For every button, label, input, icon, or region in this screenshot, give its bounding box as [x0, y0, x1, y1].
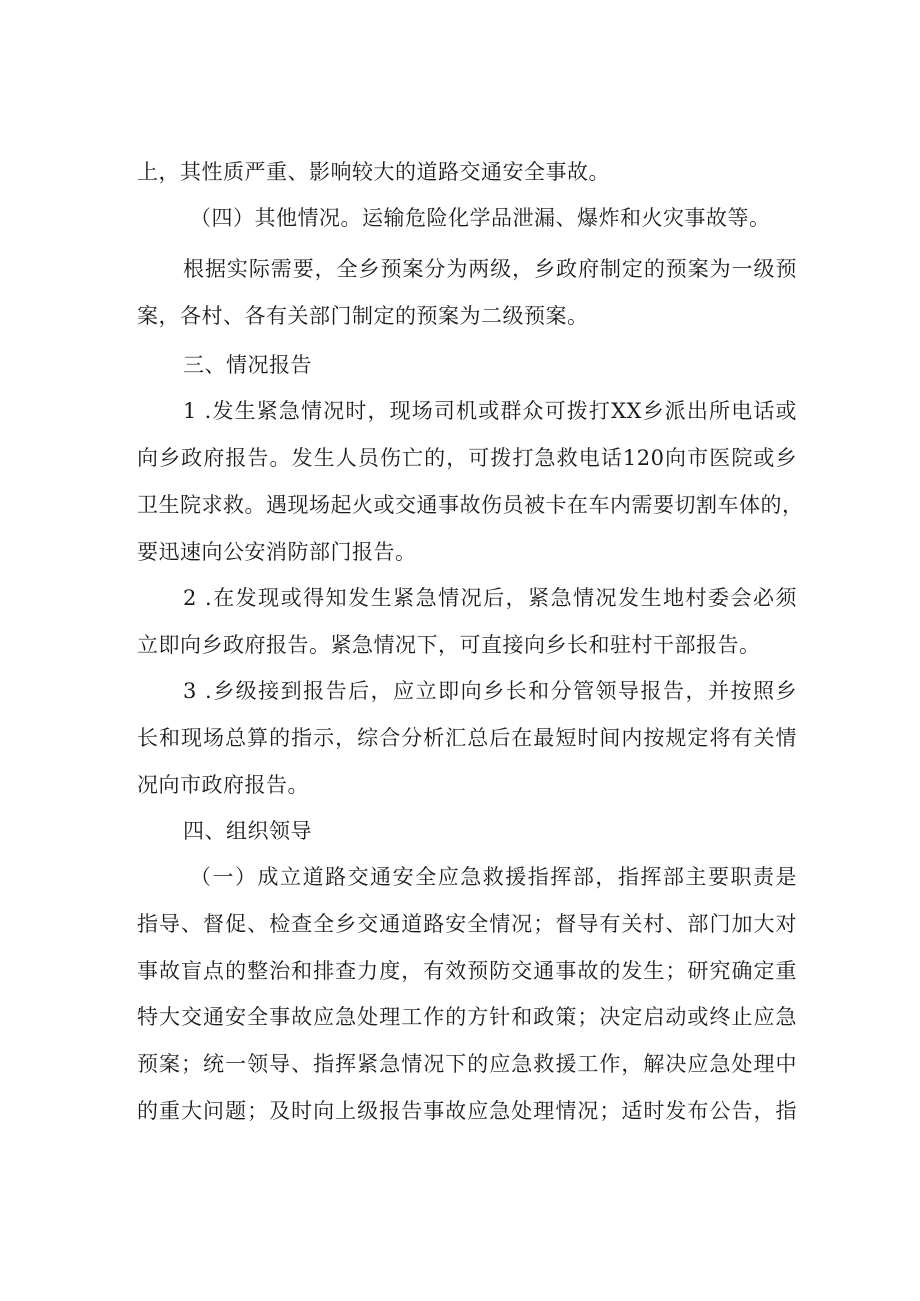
paragraph-line: 事故盲点的整治和排查力度，有效预防交通事故的发生；研究确定重	[137, 959, 797, 983]
paragraph-line: 况向市政府报告。	[137, 773, 309, 797]
paragraph-line: （四）其他情况。运输危险化学品泄漏、爆炸和火灾事故等。	[190, 206, 771, 230]
paragraph-line: 预案；统一领导、指挥紧急情况下的应急救援工作，解决应急处理中	[137, 1052, 797, 1076]
paragraph-line: 向乡政府报告。发生人员伤亡的，可拨打急救电话120向市医院或乡	[137, 446, 797, 470]
paragraph-line: 要迅速向公安消防部门报告。	[137, 540, 417, 564]
paragraph-line: 的重大问题；及时向上级报告事故应急处理情况；适时发布公告，指	[137, 1099, 797, 1123]
paragraph-line: 特大交通安全事故应急处理工作的方针和政策；决定启动或终止应急	[137, 1005, 797, 1029]
paragraph-line: 3 .乡级接到报告后，应立即向乡长和分管领导报告，并按照乡	[183, 679, 797, 703]
paragraph-line: 根据实际需要，全乡预案分为两级，乡政府制定的预案为一级预	[183, 257, 797, 281]
paragraph-line: 2 .在发现或得知发生紧急情况后，紧急情况发生地村委会必须	[183, 586, 797, 610]
paragraph-line: 1 .发生紧急情况时，现场司机或群众可拨打XX乡派出所电话或	[183, 399, 797, 423]
paragraph-line: 上，其性质严重、影响较大的道路交通安全事故。	[137, 160, 610, 184]
paragraph-line: 指导、督促、检查全乡交通道路安全情况；督导有关村、部门加大对	[137, 912, 797, 936]
paragraph-line: 卫生院求救。遇现场起火或交通事故伤员被卡在车内需要切割车体的，	[137, 493, 804, 517]
paragraph-line: 立即向乡政府报告。紧急情况下，可直接向乡长和驻村干部报告。	[137, 633, 761, 657]
section-heading: 三、情况报告	[183, 353, 312, 377]
section-heading: 四、组织领导	[183, 819, 312, 843]
paragraph-line: 长和现场总算的指示，综合分析汇总后在最短时间内按规定将有关情	[137, 726, 797, 750]
paragraph-line: （一）成立道路交通安全应急救援指挥部，指挥部主要职责是	[190, 865, 797, 889]
paragraph-line: 案，各村、各有关部门制定的预案为二级预案。	[137, 304, 589, 328]
